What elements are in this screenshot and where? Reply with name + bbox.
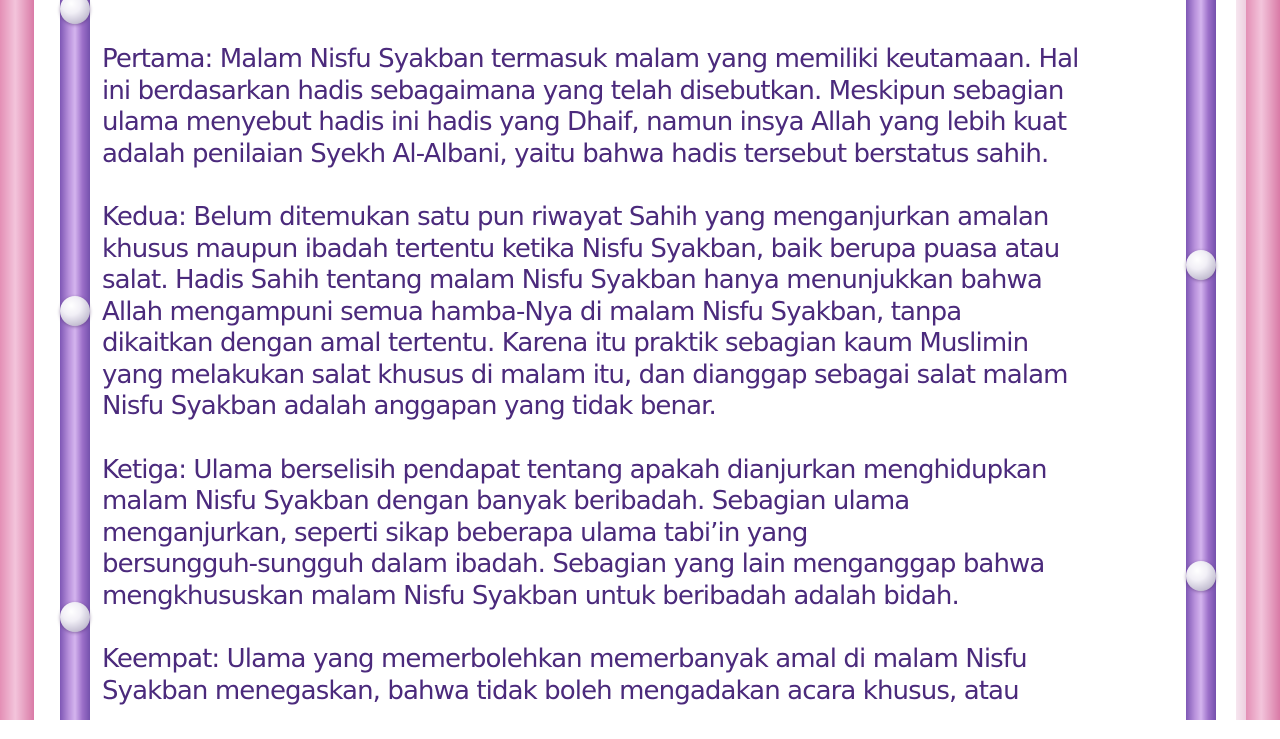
pearl-bead-icon [60, 296, 90, 326]
text-line: yang melakukan salat khusus di malam itu, dan dianggap sebagai salat malam [102, 359, 1068, 390]
text-line: Keempat: Ulama yang memerbolehkan memerbanyak amal di malam Nisfu [102, 644, 1027, 674]
right-inner-edge [1236, 0, 1246, 720]
text-line: ulama menyebut hadis ini hadis yang Dhaif, namun insya Allah yang lebih kuat [102, 107, 1067, 137]
text-line: menganjurkan, seperti sikap beberapa ulama tabi’in yang [102, 517, 808, 548]
paragraph-keempat [102, 644, 1172, 707]
text-line: malam Nisfu Syakban dengan banyak beribadah. Sebagian ulama [102, 486, 910, 516]
left-pink-edge [0, 0, 34, 720]
paragraph-pertama [102, 44, 1172, 170]
paragraph-ketiga [102, 455, 1172, 613]
text-line: Ketiga: Ulama berselisih pendapat tentang apakah dianjurkan menghidupkan [102, 454, 1047, 485]
article-body [102, 44, 1172, 739]
pearl-bead-icon [60, 602, 90, 632]
text-line: khusus maupun ibadah tertentu ketika Nisfu Syakban, baik berupa puasa atau [102, 233, 1060, 264]
text-line: Pertama: Malam Nisfu Syakban termasuk malam yang memiliki keutamaan. Hal [102, 44, 1079, 74]
text-line: ini berdasarkan hadis sebagaimana yang telah disebutkan. Meskipun sebagian [102, 75, 1064, 106]
text-line: mengkhususkan malam Nisfu Syakban untuk beribadah adalah bidah. [102, 580, 959, 611]
right-frame-bar [1186, 0, 1216, 720]
text-line: bersungguh-sungguh dalam ibadah. Sebagian yang lain menganggap bahwa [102, 549, 1045, 579]
text-line: dikaitkan dengan amal tertentu. Karena itu praktik sebagian kaum Muslimin [102, 328, 1029, 358]
text-line: Allah mengampuni semua hamba-Nya di malam Nisfu Syakban, tanpa [102, 296, 962, 327]
text-line: Nisfu Syakban adalah anggapan yang tidak benar. [102, 391, 716, 421]
paragraph-kedua [102, 202, 1172, 423]
right-pink-edge [1246, 0, 1280, 720]
text-line: Syakban menegaskan, bahwa tidak boleh mengadakan acara khusus, atau [102, 675, 1019, 706]
pearl-bead-icon [1186, 561, 1216, 591]
pearl-bead-icon [1186, 250, 1216, 280]
text-line: adalah penilaian Syekh Al-Albani, yaitu bahwa hadis tersebut berstatus sahih. [102, 138, 1049, 169]
text-line: Kedua: Belum ditemukan satu pun riwayat Sahih yang menganjurkan amalan [102, 202, 1049, 232]
text-line: salat. Hadis Sahih tentang malam Nisfu Syakban hanya menunjukkan bahwa [102, 265, 1042, 295]
